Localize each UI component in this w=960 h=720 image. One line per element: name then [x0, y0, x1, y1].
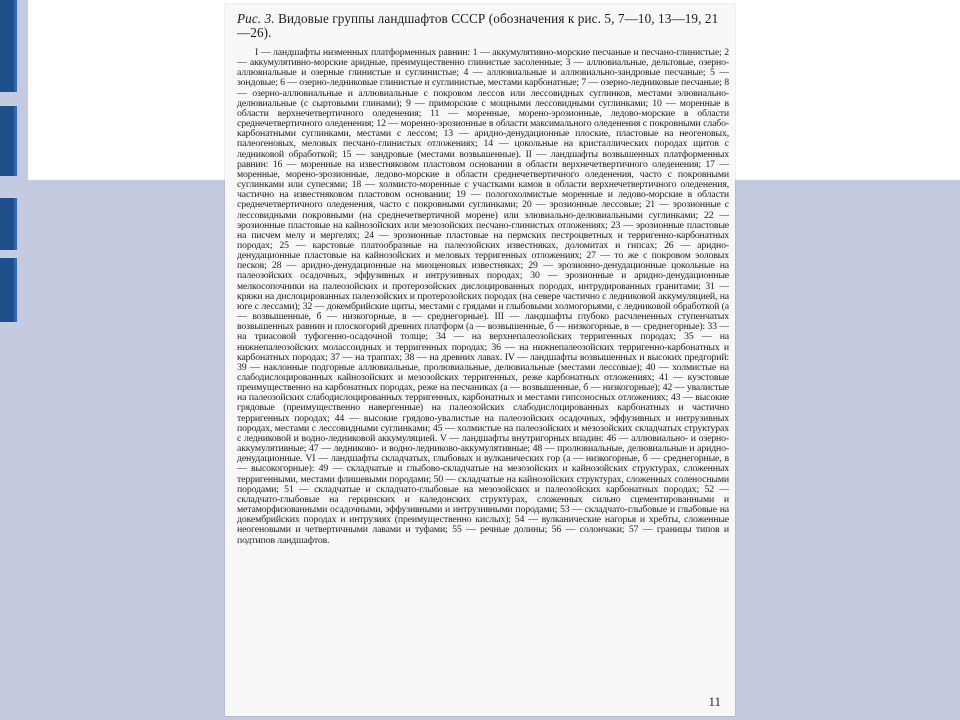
legend-text: [237, 48, 729, 688]
scanned-document-page: [225, 4, 735, 716]
slide-side-accent-block: [0, 106, 17, 176]
figure-caption-text: Видовые группы ландшафтов СССР (обозначения к рис. 5, 7—10, 13—19, 21—26).: [237, 11, 719, 40]
slide-side-accent-block: [0, 0, 17, 92]
slide-side-accent-block: [0, 198, 17, 250]
page-number: 11: [708, 694, 721, 709]
legend-paragraph: I — ландшафты низменных платформенных равнин: 1 — аккумулятивно-морские песчаные и песчано-глинистые; 2 — аккумулятивно-морские аридные, преимущественно глинистые засоленные; 3 — аллювиальные, дельтовые, озерно-аллювиальные и озерные глинистые и суглинистые; 4 — аллювиальные и аллювиально-зандровые песчаные; 5 — зондовые; 6 — озерно-ледниковые глинистые и суглинистые, местами карбонатные; 7 — озерно-ледниковые песчаные; 8 — озерно-аллювиальные и аллювиальные с покровом лессов или лессовидных суглинков, местами элювиально-делювиальные (с сыртовыми глинами); 9 — приморские с мощными лессовидными суглинками; 10 — моренные в области верхнечетвертичного оледенения; 11 — моренные, морено-эрозионные, ледово-морские в области среднечетвертичного оледенения; 12 — моренно-эрозионные в области максимального оледенения с покровными слабо-карбонатными суглинками, местами с лессом; 13 — аридно-денудационные плоские, пластовые на неогеновых, палеогеновых, меловых песчано-глинистых отложениях; 14 — цокольные на кристаллических породах щитов с ледниковой обработкой; 15 — зандровые (местами возвышенные). II — ландшафты возвышенных платформенных равнин: 16 — моренные на известняковом пластовом основании в области верхнечетвертичного оледенения; 17 — моренные, морено-эрозионные, ледово-морские в области среднечетвертичного оледенения, часто с покровными суглинками или супесями; 18 — холмисто-моренные с участками камов в области верхнечетвертичного оледенения, частично на известняковом пластовом основании; 19 — пологохолмистые моренные и ледово-морские в области среднечетвертичного оледенения, часто с покровными суглинками; 20 — эрозионные лессовые; 21 — эрозионные с лессовидными покровными (на среднечетвертичной морене) или элювиально-делювиальными суглинками; 22 — эрозионные пластовые на кайнозойских или мезозойских песчано-глинистых отложениях; 23 — эрозионные пластовые на писчем мелу и мергелях; 24 — эрозионные пластовые на пермских пестроцветных и терригенно-карбонатных породах; 25 — карстовые платообразные на палеозойских известняках, доломитах и гипсах; 26 — аридно-денудационные пластовые на кайнозойских и меловых терригенных отложениях; 27 — то же с покровом эоловых песков; 28 — аридно-денудационные на миоценовых известняках; 29 — эрозионно-денудационные цокольные на палеозойских осадочных, эффузивных и интрузивных породах; 30 — эрозионные и аридно-денудационные мелкосопочники на палеозойских и протерозойских дислоцированных породах, интрудированных гранитами; 31 — кряжи на дислоцированных палеозойских и протерозойских породах (на севере частично с ледниковой аккумуляцией, на юге с лессами); 32 — докембрийские щиты, местами с грядами и глыбовыми холмогорьями, с ледниковой обработкой (а — возвышенные, б — низкогорные, в — среднегорные). III — ландшафты глубоко расчлененных ступенчатых возвышенных равнин и плоскогорий древних платформ (а — возвышенные, б — низкогорные, в — среднегорные): 33 — на триасовой туфогенно-осадочной толще; 34 — на верхнепалеозойских терригенных породах; 35 — на нижнепалеозойских молассоидных и терригенных породах; 36 — на нижнепалеозойских терригенно-карбонатных и карбонатных породах; 37 — на траппах; 38 — на древних лавах. IV — ландшафты возвышенных и высоких предгорий: 39 — наклонные подгорные аллювиальные, пролювиальные, делювиальные (местами лессовые); 40 — холмистые на слабодислоцированных кайнозойских и мезозойских терригенных, реже карбонатных отложениях; 41 — куэстовые преимущественно на карбонатных породах, реже на песчаниках (а — возвышенные, б — низкогорные); 42 — увалистые на палеозойских слабодислоцированных терригенных, карбонатных и местами гипсоносных отложениях; 43 — высокие грядовые (преимущественно навергенные) на палеозойских слабодислоцированных карбонатных и частично терригенных породах; 44 — высокие грядово-увалистые на палеозойских осадочных, эффузивных и интрузивных породах, местами с лессовидными суглинками; 45 — холмистые на палеозойских и мезозойских складчатых структурах с ледниковой и водно-ледниковой аккумуляцией. V — ландшафты внутригорных впадин: 46 — аллювиально- и озерно-аккумулятивные; 47 — ледниково- и водно-ледниково-аккумулятивные; 48 — пролювиальные, делювиальные и аридно-денудационные. VI — ландшафты складчатых, глыбовых и вулканических гор (а — низкогорные, б — среднегорные, в — высокогорные): 49 — складчатые и глыбово-складчатые на мезозойских и кайнозойских структурах, сложенных терригенными, местами флишевыми породами; 50 — складчатые на кайнозойских структурах, сложенных соленосными породами; 51 — складчатые и складчато-глыбовые на мезозойских и палеозойских карбонатных породах; 52 — складчато-глыбовые на герцинских и каледонских структурах, сложенных сильно сцементированными и метаморфизованными осадочными, эффузивными и интрузивными породами; 53 — складчато-глыбовые и глыбовые на докембрийских породах и интрузиях (преимущественно кислых); 54 — вулканические нагорья и хребты, сложенные неогеновыми и четвертичными лавами и туфами; 55 — речные долины; 56 — солончаки; 57 — границы типов и подтипов ландшафтов.: [237, 48, 729, 546]
slide-side-accent-block: [0, 258, 17, 322]
figure-label: Рис. 3.: [237, 11, 275, 26]
figure-caption: [237, 12, 727, 40]
